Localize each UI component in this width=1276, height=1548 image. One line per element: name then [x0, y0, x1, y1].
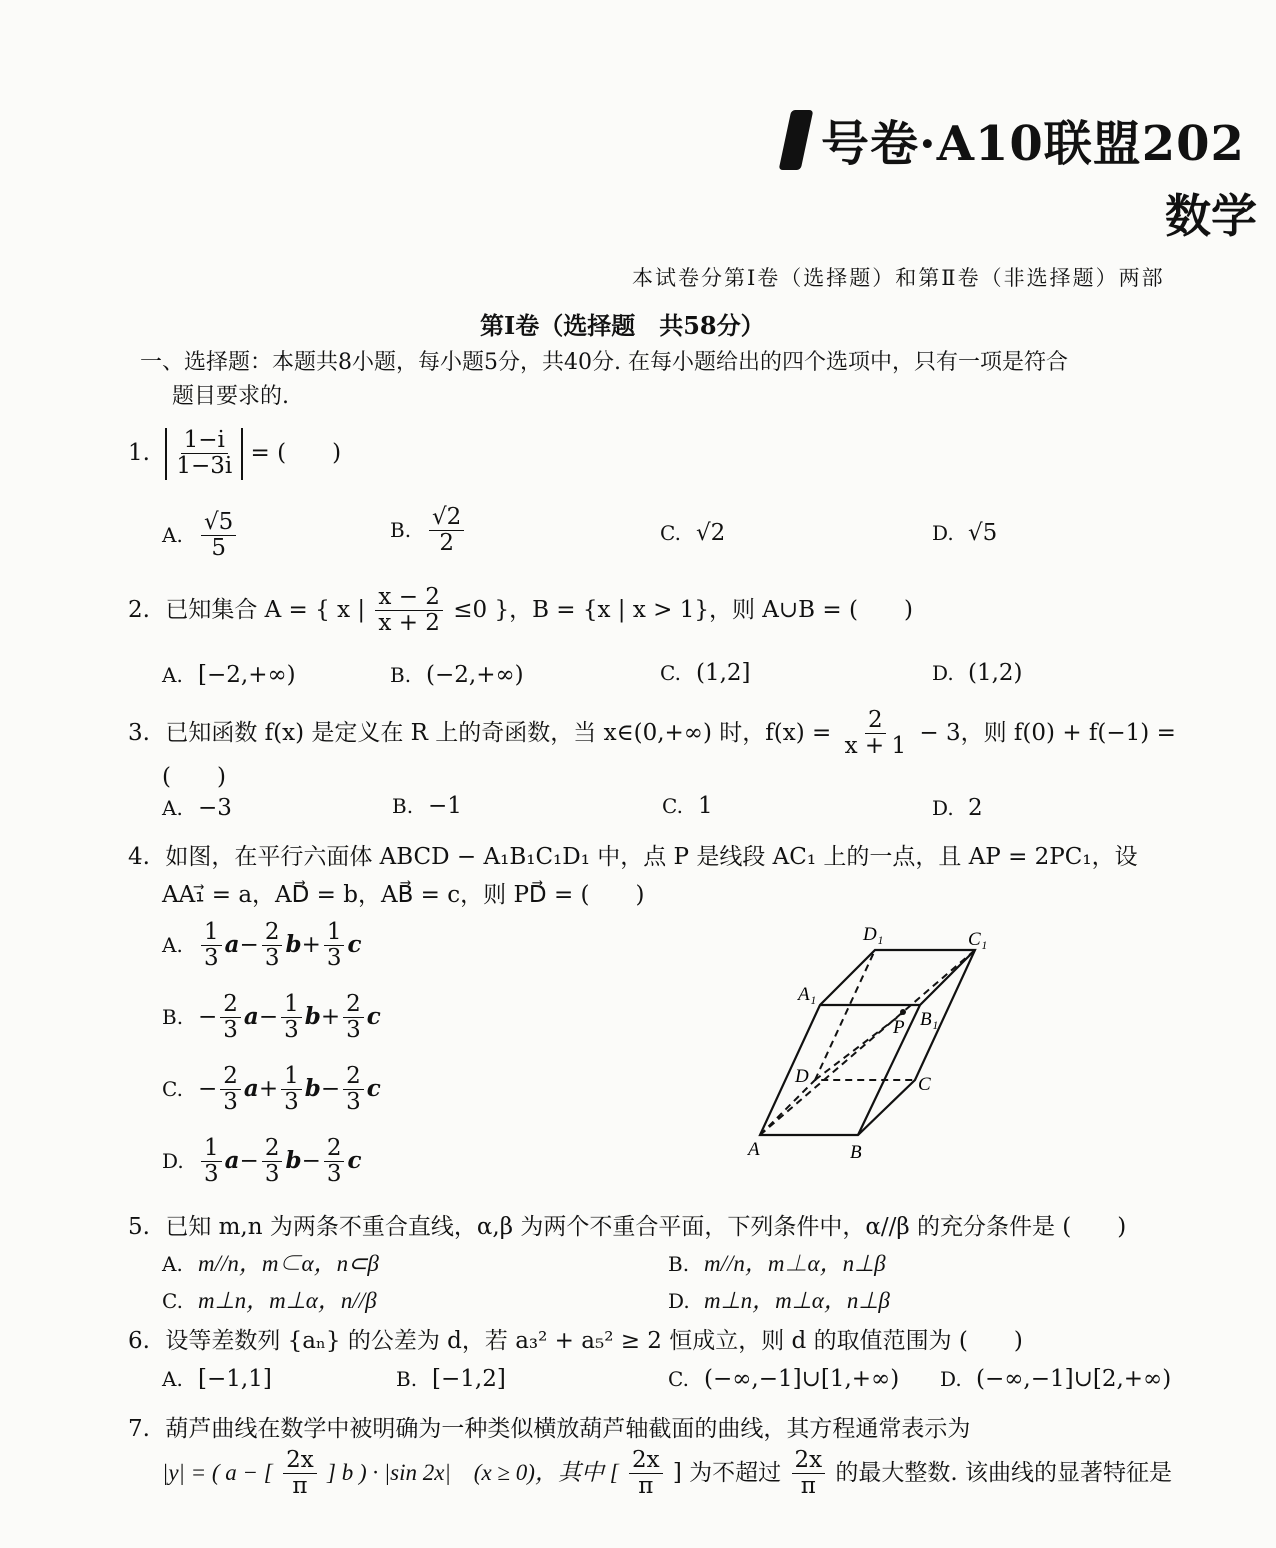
question-number: 4. — [128, 844, 150, 870]
denominator: 3 — [223, 1089, 238, 1116]
answer-blank: ( ) — [162, 764, 226, 790]
option-text: [−1,1] — [198, 1366, 272, 1392]
label-c: C — [918, 1074, 931, 1095]
option-a[interactable] — [162, 1366, 272, 1392]
numerator: 2 — [343, 992, 364, 1018]
numerator: √2 — [429, 505, 464, 531]
label-d1: D₁ — [863, 924, 884, 945]
label-p: P — [893, 1017, 905, 1038]
option-label: C. — [660, 661, 681, 685]
question-number: 3. — [128, 719, 150, 746]
question-number: 6. — [128, 1328, 150, 1354]
figure-edges — [820, 950, 975, 1135]
option-label: C. — [162, 1289, 183, 1313]
question-text: = ( ) — [250, 439, 342, 466]
label-d: D — [795, 1066, 809, 1087]
brand-text: 号卷·A10联盟202 — [821, 116, 1245, 172]
question-6 — [128, 1322, 1023, 1355]
option-c[interactable] — [162, 1282, 377, 1315]
option-label: B. — [162, 1004, 184, 1029]
option-b[interactable] — [668, 1245, 886, 1278]
point-p — [900, 1009, 906, 1015]
option-text: m//n，m⊥α，n⊥β — [704, 1251, 886, 1276]
term-sign: − — [258, 1003, 279, 1030]
option-label: B. — [390, 663, 412, 687]
option-label: D. — [932, 796, 954, 820]
option-text: m//n，m⊂α，n⊂β — [198, 1251, 379, 1276]
option-text: m⊥n，m⊥α，n//β — [198, 1288, 377, 1313]
question-7 — [128, 1410, 970, 1443]
numerator: 2 — [343, 1064, 364, 1090]
option-d[interactable] — [668, 1282, 890, 1315]
denominator: 2 — [439, 530, 454, 557]
option-label: A. — [162, 796, 183, 820]
vector-symbol: a — [224, 930, 240, 958]
label-a1: A₁ — [798, 984, 817, 1005]
denominator: 5 — [211, 535, 226, 562]
option-text: (−2,+∞) — [426, 662, 524, 688]
option-label: C. — [660, 521, 681, 545]
term-sign: − — [239, 931, 259, 958]
numerator: 1 — [281, 992, 302, 1018]
section-line: 一、选择题：本题共8小题，每小题5分，共40分. 在每小题给出的四个选项中，只有一项是符合 — [140, 350, 1068, 375]
option-text: −3 — [198, 795, 232, 821]
option-d[interactable] — [940, 1366, 1171, 1392]
question-text: 已知函数 f(x) 是定义在 R 上的奇函数，当 x∈(0,+∞) 时，f(x) = — [165, 719, 832, 746]
figure-hidden-edges — [760, 950, 975, 1135]
term-sign: − — [301, 1147, 321, 1174]
denominator: x + 1 — [844, 733, 907, 760]
question-text: 设等差数列 {aₙ} 的公差为 d，若 a₃² + a₅² ≥ 2 恒成立，则 d 的取值范围为 ( ) — [165, 1328, 1023, 1354]
exam-note: 本试卷分第Ⅰ卷（选择题）和第Ⅱ卷（非选择题）两部 — [632, 266, 1165, 290]
option-b[interactable] — [396, 1366, 506, 1392]
option-label: B. — [392, 794, 414, 818]
question-text: 的最大整数. 该曲线的显著特征是 — [835, 1459, 1173, 1486]
denominator: 3 — [204, 1161, 219, 1188]
option-label: C. — [162, 1076, 183, 1101]
denominator: 3 — [326, 945, 342, 972]
option-text: 1 — [698, 793, 713, 819]
denominator: x + 2 — [378, 610, 440, 637]
denominator: 1−3i — [176, 453, 233, 480]
denominator: π — [638, 1473, 654, 1500]
question-text: AA₁⃗ = a，AD⃗ = b，AB⃗ = c，则 PD⃗ = ( ) — [162, 882, 645, 908]
term-sign: + — [301, 931, 321, 958]
option-text: √2 — [696, 520, 726, 546]
numerator: 1−i — [181, 428, 228, 454]
numerator: 1 — [281, 1064, 302, 1090]
option-label: A. — [162, 1252, 183, 1276]
option-text: √5 — [968, 520, 998, 546]
option-text: −1 — [428, 793, 462, 819]
term-sign: + — [320, 1003, 341, 1030]
numerator: 1 — [201, 920, 222, 946]
option-label: A. — [162, 663, 183, 687]
question-text: 已知集合 A = { x | — [165, 596, 366, 623]
numerator: 1 — [201, 1136, 222, 1162]
label-a: A — [748, 1139, 760, 1160]
numerator: 2 — [324, 1136, 345, 1162]
denominator: 3 — [326, 1161, 342, 1188]
question-7-equation — [162, 1448, 1172, 1500]
denominator: 3 — [346, 1017, 361, 1044]
option-label: D. — [668, 1289, 690, 1313]
option-label: D. — [932, 521, 954, 545]
vector-symbol: b — [285, 1146, 302, 1174]
question-number: 7. — [128, 1416, 150, 1442]
numerator: 2 — [220, 992, 241, 1018]
option-label: C. — [668, 1367, 689, 1391]
vector-symbol: b — [304, 1074, 321, 1102]
equation-text: |y| = ( a − [ — [162, 1459, 273, 1485]
numerator: x − 2 — [375, 585, 443, 611]
vector-symbol: c — [366, 1074, 381, 1102]
section-line: 题目要求的. — [172, 384, 289, 409]
numerator: √5 — [201, 510, 236, 536]
vector-symbol: a — [243, 1074, 259, 1102]
vector-symbol: b — [285, 930, 302, 958]
option-text: (1,2) — [968, 660, 1023, 686]
vector-symbol: a — [243, 1002, 259, 1030]
label-b1: B₁ — [920, 1009, 939, 1030]
numerator: 2x — [629, 1448, 663, 1474]
denominator: 3 — [346, 1089, 361, 1116]
denominator: 3 — [223, 1017, 238, 1044]
vector-symbol: b — [304, 1002, 321, 1030]
term-sign: − — [320, 1075, 341, 1102]
option-label: A. — [162, 522, 183, 547]
term-sign: + — [258, 1075, 279, 1102]
subject-title: 数学 — [1165, 189, 1257, 243]
vector-symbol: c — [347, 930, 362, 958]
numerator: 1 — [324, 920, 345, 946]
numerator: 2 — [262, 1136, 283, 1162]
question-text: ≤0 }，B = {x | x > 1}，则 A∪B = ( ) — [453, 596, 913, 623]
label-b: B — [850, 1142, 862, 1163]
numerator: 2x — [792, 1448, 826, 1474]
question-number: 2. — [128, 596, 150, 623]
question-text: 如图，在平行六面体 ABCD − A₁B₁C₁D₁ 中，点 P 是线段 AC₁ 上的一点，且 AP = 2PC₁，设 — [165, 844, 1138, 870]
question-number: 1. — [128, 439, 150, 466]
numerator: 2 — [262, 920, 283, 946]
option-label: D. — [162, 1148, 184, 1173]
option-label: C. — [662, 794, 683, 818]
denominator: π — [292, 1473, 308, 1500]
equation-text: ] 为不超过 — [672, 1459, 782, 1486]
label-c1: C₁ — [968, 929, 988, 950]
denominator: 3 — [284, 1089, 299, 1116]
denominator: 3 — [264, 945, 280, 972]
term-sign: − — [239, 1147, 259, 1174]
term-sign: − — [198, 1075, 218, 1102]
numerator: 2 — [865, 708, 886, 734]
vector-symbol: c — [366, 1002, 381, 1030]
question-number: 5. — [128, 1214, 150, 1240]
option-label: B. — [668, 1252, 690, 1276]
denominator: 3 — [284, 1017, 299, 1044]
question-text: 葫芦曲线在数学中被明确为一种类似横放葫芦轴截面的曲线，其方程通常表示为 — [165, 1416, 971, 1442]
equation-text: ] b ) · |sin 2x| (x ≥ 0)，其中 [ — [327, 1459, 619, 1485]
numerator: 2x — [283, 1448, 317, 1474]
option-text: (−∞,−1]∪[2,+∞) — [976, 1366, 1172, 1392]
option-text: [−1,2] — [432, 1366, 506, 1392]
option-text: (−∞,−1]∪[1,+∞) — [704, 1366, 900, 1392]
option-text: m⊥n，m⊥α，n⊥β — [704, 1288, 890, 1313]
option-text: [−2,+∞) — [198, 662, 296, 688]
vector-symbol: a — [224, 1146, 240, 1174]
term-sign: − — [198, 1003, 218, 1030]
question-text: − 3，则 f(0) + f(−1) = — [919, 719, 1176, 746]
part-title: 第Ⅰ卷（选择题 共58分） — [480, 311, 765, 340]
numerator: 2 — [220, 1064, 241, 1090]
option-label: B. — [396, 1367, 418, 1391]
question-text: 已知 m,n 为两条不重合直线，α,β 为两个不重合平面，下列条件中，α//β 的充分条件是 ( ) — [165, 1214, 1127, 1240]
option-label: B. — [390, 517, 412, 542]
option-text: (1,2] — [696, 660, 751, 686]
option-c[interactable] — [668, 1366, 899, 1392]
option-label: D. — [940, 1367, 962, 1391]
denominator: 3 — [264, 1161, 280, 1188]
option-a[interactable] — [162, 1245, 379, 1278]
denominator: π — [800, 1473, 816, 1500]
option-text: 2 — [968, 795, 983, 821]
option-label: A. — [162, 932, 183, 957]
option-label: A. — [162, 1367, 183, 1391]
vector-symbol: c — [347, 1146, 362, 1174]
option-label: D. — [932, 661, 954, 685]
denominator: 3 — [204, 945, 219, 972]
question-5 — [128, 1208, 1126, 1241]
